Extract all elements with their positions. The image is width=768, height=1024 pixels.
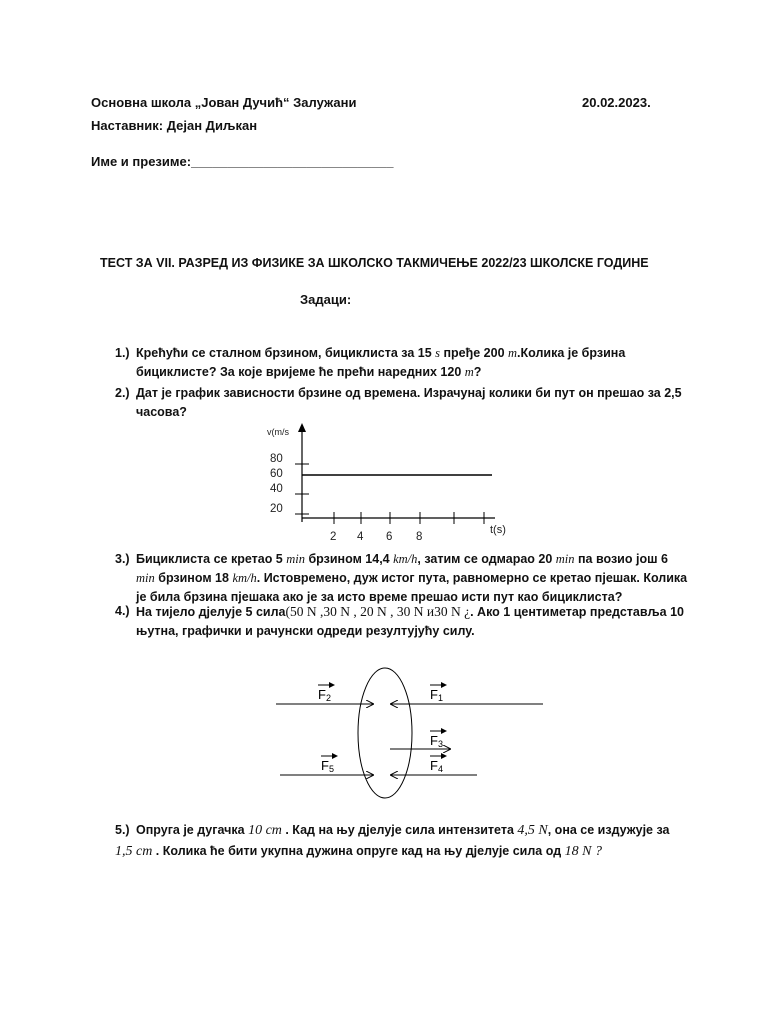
math-value: 18 N ? [564,844,602,859]
problem-line [136,602,684,622]
problem-number: 5.) [115,823,130,837]
problem-2 [115,384,682,424]
label-f3-letter: F [430,733,438,748]
label-f5-letter: F [321,758,329,773]
problem-line [136,550,687,569]
x-tick-label: 6 [386,531,393,543]
text-run: брзином 18 [154,571,233,585]
problem-line [136,820,669,841]
unit-text: s [435,346,441,360]
label-f4-letter: F [430,758,438,773]
x-tick-label: 8 [416,531,423,543]
unit-text: km/h [232,571,257,585]
text-run: Крећући се сталном брзином, бициклиста за 15 [136,346,436,360]
text-run: . Кад на њу дјелује сила интензитета [281,823,518,837]
text-run: , она се издужује за [547,823,670,837]
y-tick-label: 40 [270,483,283,495]
unit-text: m [508,346,518,360]
chart-marks [270,453,492,543]
x-tick-label: 2 [330,531,337,543]
forces-list: (50 N ,30 N , 20 N , 30 N и30 N ¿ [285,604,471,619]
problem-number: 1.) [115,346,130,360]
student-name-label: Име и презиме: [91,154,192,169]
x-axis-label: t(s) [490,524,506,536]
label-f4-sub: 4 [438,764,444,774]
y-axis-arrowhead [298,423,306,432]
problem-5 [115,820,675,862]
test-title: ТЕСТ ЗА VII. РАЗРЕД ИЗ ФИЗИКЕ ЗА ШКОЛСКО ТАКМИЧЕЊЕ 2022/23 ШКОЛСКЕ ГОДИНЕ [100,256,649,270]
tasks-heading: Задаци: [300,292,352,307]
label-f2-sub: 2 [326,693,332,703]
label-f5 [321,756,337,774]
problem-line [136,363,625,382]
student-name-blank: ____________________________ [191,154,394,169]
problem-number: 2.) [115,386,130,400]
velocity-time-chart [255,420,525,545]
problem-line [136,569,687,588]
text-run: Опруга је дугачка [136,823,249,837]
text-run: . Истовремено, дуж истог пута, равномерно се кретао пјешак. Колика [256,571,688,585]
y-tick-label: 60 [270,468,283,480]
text-run: На тијело дјелује 5 сила [136,605,286,619]
label-f5-sub: 5 [329,764,335,774]
y-tick-label: 20 [270,503,283,515]
problem-text [136,602,684,641]
body-ellipse [358,668,412,798]
test-date: 20.02.2023. [582,95,651,110]
problem-3 [115,550,688,608]
problem-number: 3.) [115,552,130,566]
text-run: па возио још 6 [574,552,668,566]
unit-text: m [464,365,474,379]
math-value: 4,5 N [517,823,548,838]
problem-text [136,344,625,382]
math-value: 10 cm [248,823,282,838]
problem-text [136,550,687,607]
problem-text [136,384,682,422]
problem-number: 4.) [115,604,130,618]
student-name-field [91,154,394,169]
unit-text: min [286,552,305,566]
label-f1-letter: F [430,687,438,702]
label-f1-sub: 1 [438,693,444,703]
label-f3 [430,731,446,749]
label-f4 [430,756,446,774]
text-run: ? [473,365,482,379]
text-run: Бициклиста се кретао 5 [136,552,287,566]
unit-text: min [136,571,155,585]
text-run: пређе 200 [440,346,509,360]
problem-line [136,344,625,363]
unit-text: km/h [393,552,418,566]
label-f3-sub: 3 [438,739,444,749]
force-diagram [270,665,550,805]
school-name: Основна школа „Јован Дучић“ Залужани [91,95,357,110]
problem-1 [115,344,675,384]
problem-4 [115,602,684,642]
text-run: брзином 14,4 [304,552,394,566]
label-f1 [430,685,446,703]
problem-line: Дат је график зависности брзине од времена. Израчунај колики би пут он прешао за 2,5 [136,386,682,400]
teacher-name: Наставник: Дејан Диљкан [91,118,258,133]
problem-line: часова? [136,405,187,419]
label-f2 [318,685,334,703]
problem-line [115,841,669,862]
problem-line: је била брзина пјешака ако је за исто време прешао исти пут као бициклиста? [136,590,623,604]
math-value: 1,5 cm [115,844,153,859]
x-tick-label: 4 [357,531,364,543]
text-run: . Ако 1 центиметар представља 10 [470,605,684,619]
problem-text [115,820,670,862]
y-axis-label: v(m/s [267,427,289,437]
label-f2-letter: F [318,687,326,702]
text-run: .Колика је брзина [517,346,626,360]
text-run: бициклисте? За које вријеме ће прећи наредних 120 [136,365,465,379]
problem-line: њутна, графички и рачунски одреди резултујућу силу. [136,624,475,638]
unit-text: min [555,552,575,566]
text-run: . Колика ће бити укупна дужина опруге кад на њу дјелује сила од [152,844,565,858]
y-tick-label: 80 [270,453,283,465]
text-run: , затим се одмарао 20 [417,552,556,566]
